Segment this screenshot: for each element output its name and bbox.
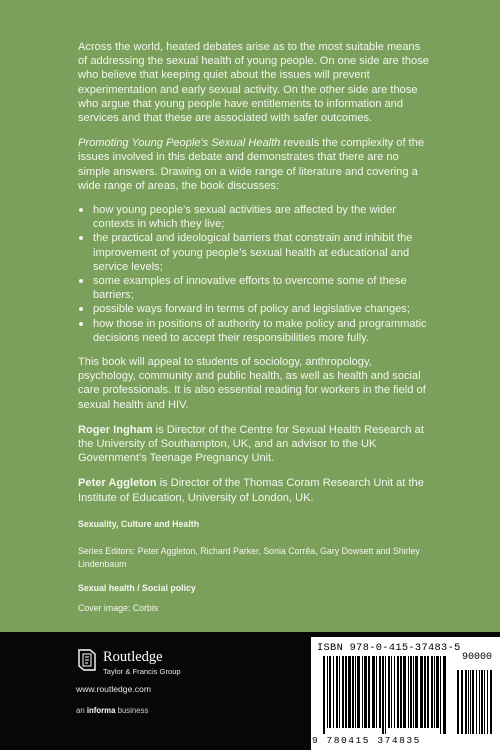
publisher-name: Routledge [103, 649, 163, 665]
topic-item: some examples of innovative efforts to overcome some of these barriers; [78, 274, 430, 302]
barcode-bar [362, 656, 363, 728]
author-name: Peter Aggleton [78, 477, 157, 490]
barcode-bar [424, 656, 426, 728]
barcode-bar [440, 656, 441, 734]
author-bio-text: is Director of the Centre for Sexual Health Research at the University of Southampton, UK, and an advisor to the UK Government’s Teenage Pregnancy Unit. [78, 423, 424, 465]
topic-item: possible ways forward in terms of policy and legislative changes; [78, 302, 430, 316]
barcode-bar [431, 656, 433, 728]
barcode-addon-bar [472, 670, 474, 734]
barcode-bar [329, 656, 331, 728]
audience-paragraph: This book will appeal to students of sociology, anthropology, psychology, community and public health, as well as health and social care professionals. It is also essential reading for workers in the field of sexual health and HIV. [78, 356, 426, 411]
barcode-bar [388, 656, 390, 728]
barcode-bar [434, 656, 435, 728]
cover-credit: Cover image: Corbis [78, 603, 159, 613]
barcode-bar [391, 656, 392, 728]
topic-item: how those in positions of authority to make policy and programmatic decisions need to accept their responsibilities more fully. [78, 317, 430, 345]
barcode-bar [372, 656, 375, 728]
isbn-text: ISBN 978-0-415-37483-5 [317, 642, 461, 654]
barcode-bar [342, 656, 344, 728]
barcode-bar [420, 656, 423, 728]
barcode-addon-bar [461, 670, 463, 734]
barcode-addon-bar [465, 670, 467, 734]
series-editors: Series Editors: Peter Aggleton, Richard Parker, Sonia Corrêa, Gary Dowsett and Shirley Lindenbaum [78, 546, 420, 569]
tagline-suffix: business [115, 706, 149, 715]
barcode-addon-bar [487, 670, 488, 734]
barcode-bar [352, 656, 354, 728]
barcode-addon-bar [481, 670, 483, 734]
barcode-bar [410, 656, 412, 728]
subject-category: Sexual health / Social policy [78, 583, 196, 593]
book-summary-paragraph [78, 136, 430, 193]
barcode-bar [364, 656, 367, 728]
barcode-bar [327, 656, 328, 728]
topic-item: how young people’s sexual activities are affected by the wider contexts in which they live; [78, 203, 430, 231]
barcode-bar [385, 656, 386, 734]
barcode-bar [339, 656, 340, 728]
barcode-bar [397, 656, 399, 728]
ean-digits: 9 780415 374835 [312, 735, 421, 746]
barcode-addon-bar [484, 670, 485, 734]
intro-paragraph: Across the world, heated debates arise as to the most suitable means of addressing the sexual health of young people. On one side are those who believe that keeping quiet about the issues will prevent experimentation and early sexual activity. On the other side are those who argue that young people have entitlements to information and services and that these are associated with safer outcomes. [78, 41, 429, 125]
author-bio [78, 423, 430, 466]
barcode-bar [413, 656, 414, 728]
barcode-addon-bar [490, 670, 492, 734]
barcode-bar [376, 656, 377, 728]
barcode-bar [415, 656, 418, 728]
barcode-bar [400, 656, 402, 728]
barcode-bar [323, 656, 325, 734]
topics-list [78, 203, 430, 345]
barcode-bar [403, 656, 406, 728]
barcode-bar [379, 656, 381, 728]
routledge-logo-icon [76, 648, 98, 672]
barcode-bar [333, 656, 334, 728]
author-name: Roger Ingham [78, 423, 153, 436]
author-bio-text: is Director of the Thomas Coram Research Unit at the Institute of Education, University of London, UK. [78, 477, 424, 504]
book-summary-text: reveals the complexity of the issues involved in this debate and demonstrates that there are no simple answers. Drawing on a wide range of literature and covering a wide range of areas, the book discusses: [78, 137, 425, 192]
isbn-number [317, 642, 461, 654]
barcode-bar [336, 656, 338, 728]
topic-item: the practical and ideological barriers that constrain and inhibit the improvement of young people’s sexual health at educational and service levels; [78, 231, 430, 274]
blurb [78, 40, 430, 516]
barcode-addon-bar [476, 670, 477, 734]
book-title: Promoting Young People's Sexual Health [78, 137, 281, 150]
barcode-bar [443, 656, 446, 734]
series-name: Sexuality, Culture and Health [78, 519, 200, 529]
publisher-url[interactable]: www.routledge.com [76, 684, 151, 694]
informa-tagline [76, 706, 148, 715]
barcode-bar [394, 656, 395, 728]
tagline-prefix: an [76, 706, 87, 715]
publisher-group: Taylor & Francis Group [103, 667, 181, 676]
barcode-addon-bar [470, 670, 471, 734]
barcode-icon [317, 656, 497, 736]
barcode-addon-bar [468, 670, 469, 734]
barcode-addon-bar [479, 670, 480, 734]
barcode-bar [436, 656, 439, 728]
barcode-addon-bar [457, 670, 459, 734]
author-bio [78, 476, 430, 504]
barcode-bar [357, 656, 360, 728]
barcode-bar [408, 656, 409, 728]
barcode-bar [348, 656, 351, 728]
barcode-bar [368, 656, 370, 728]
addon-label: 90000 [462, 652, 493, 663]
informa-logo: informa [86, 706, 116, 715]
barcode-bar [427, 656, 429, 728]
barcode-bar [345, 656, 347, 728]
barcode-bar [355, 656, 356, 728]
barcode-bar [382, 656, 384, 734]
